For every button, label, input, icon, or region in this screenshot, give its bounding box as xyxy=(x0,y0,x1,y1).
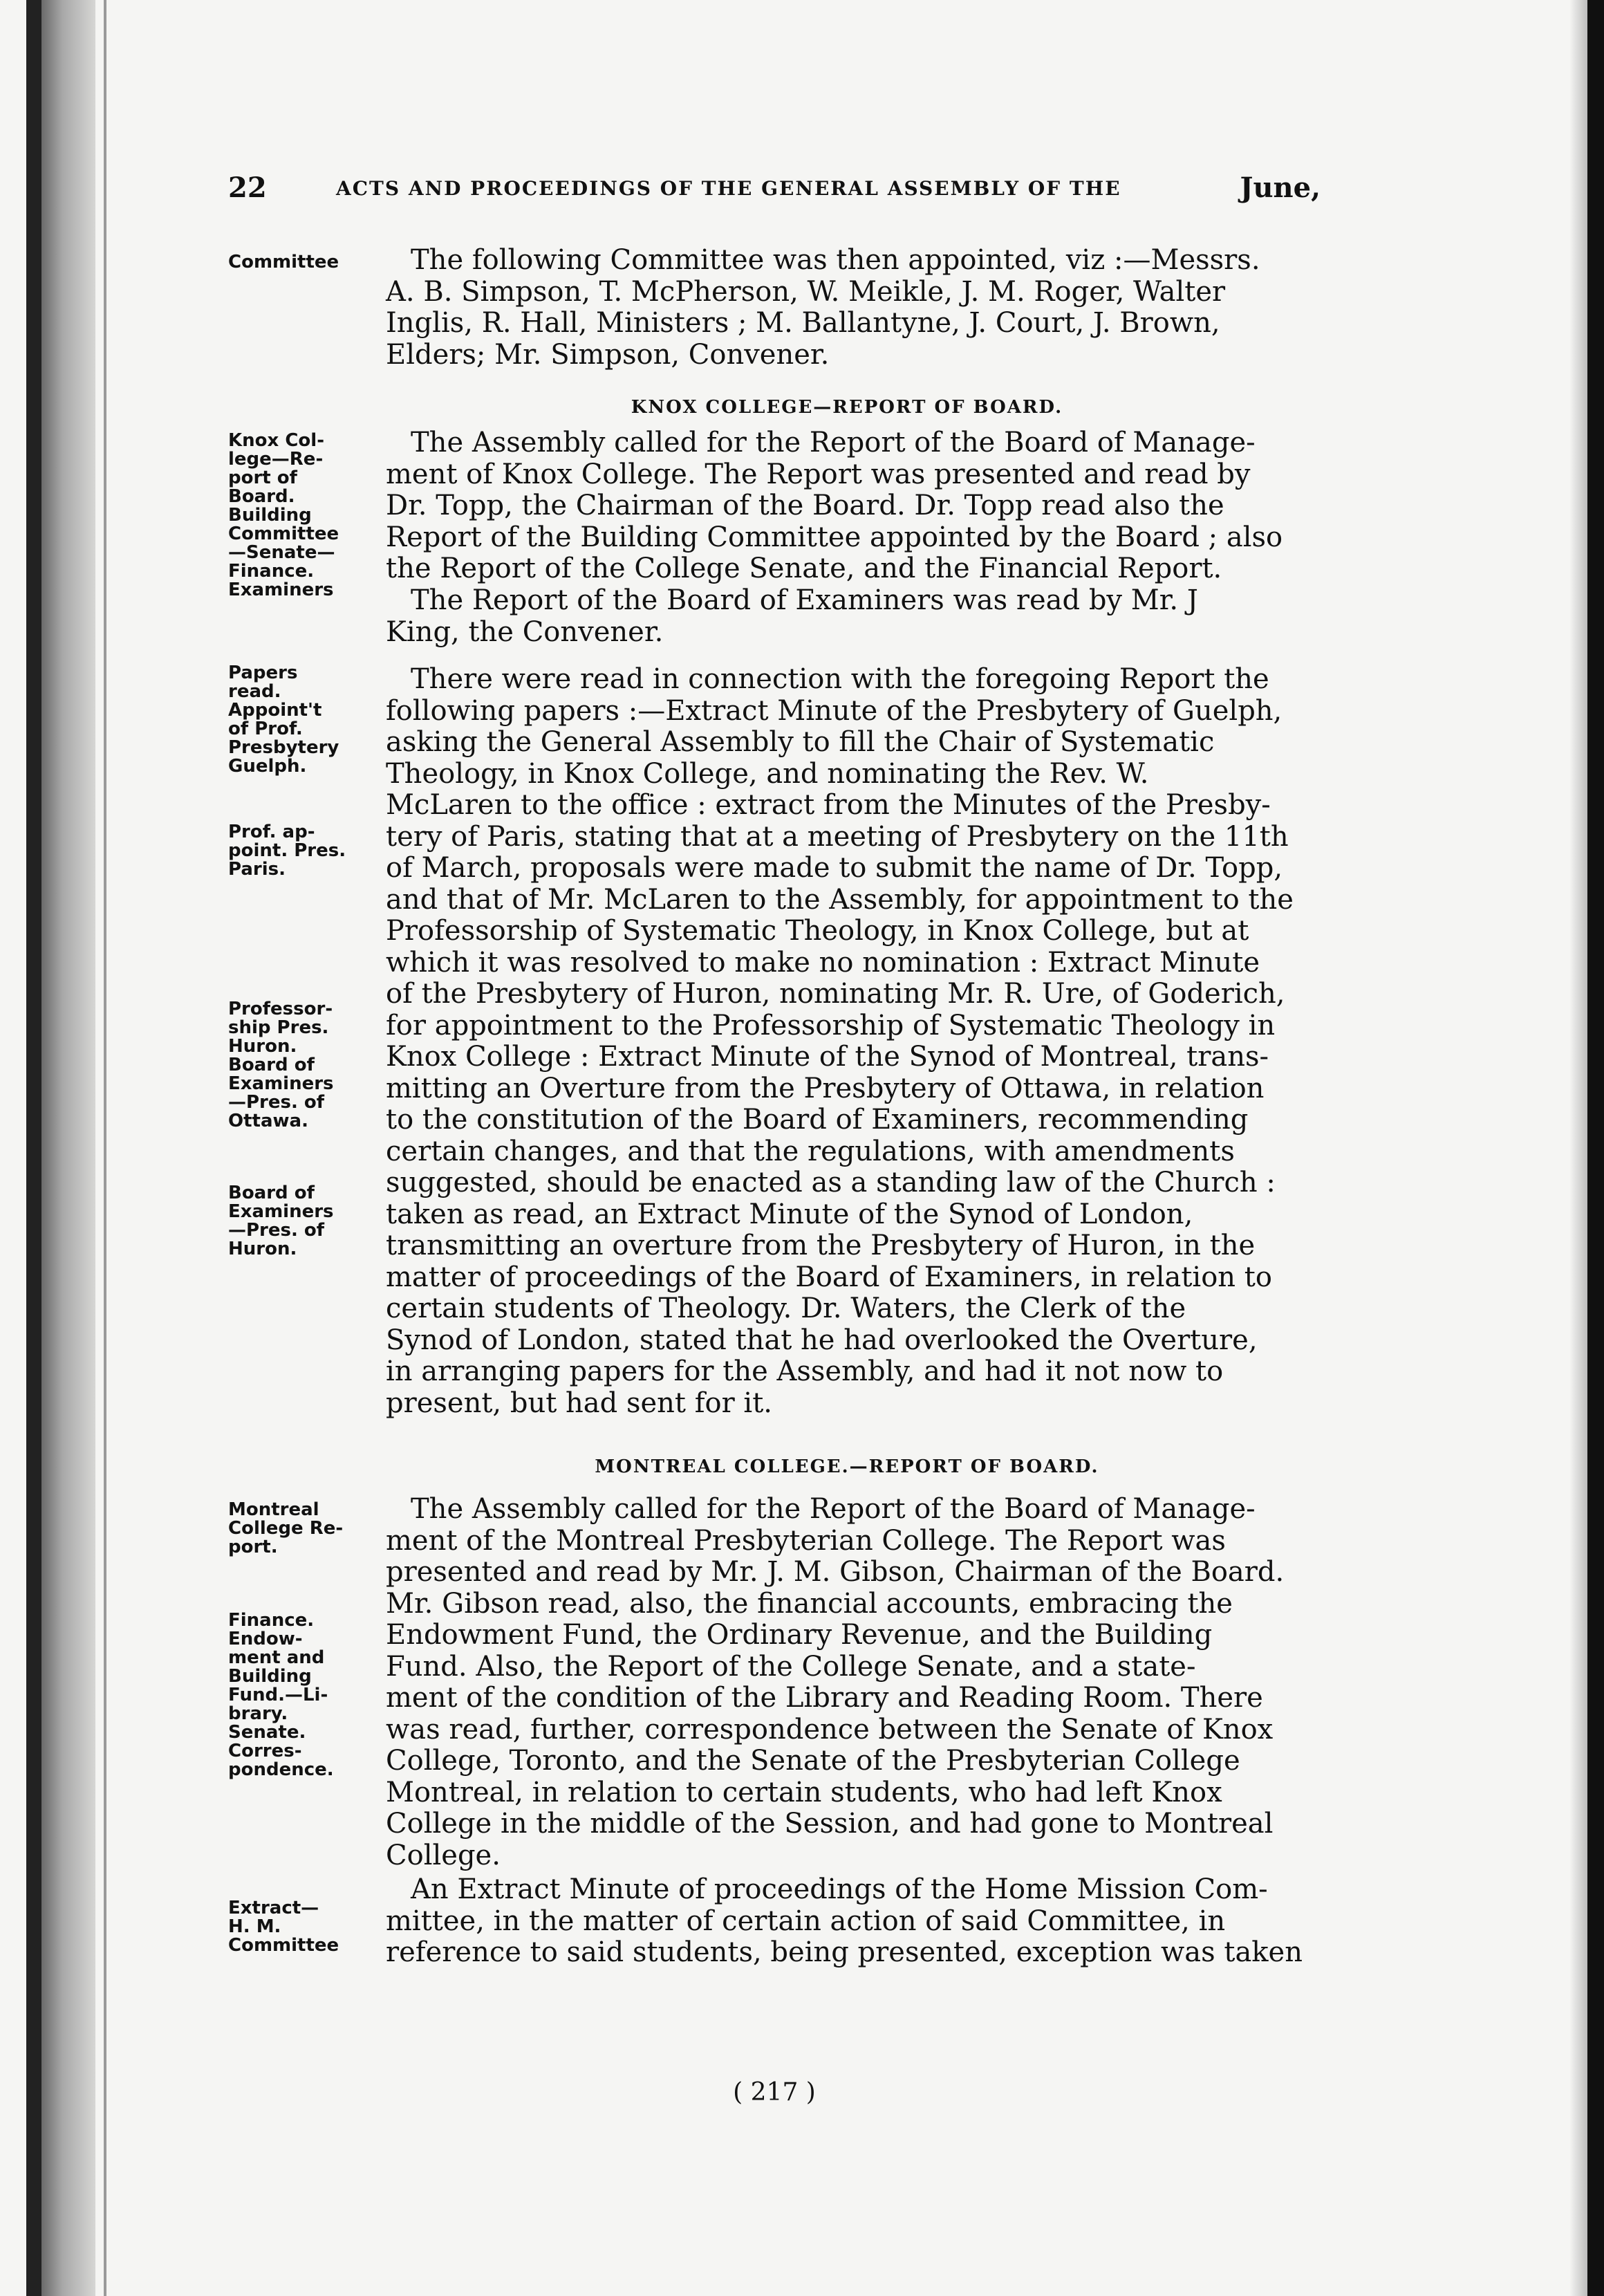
margin-note-paris: Prof. ap- point. Pres. Paris. xyxy=(228,822,346,880)
paragraph-montreal-report: The Assembly called for the Report of the Board of Manage- ment of the Montreal Presbyterian College. The Report was presented and read by Mr. J. M. Gibson, Chairman of the Board. Mr. Gibson read, also, the financial accounts, embracing the Endowment Fund, the Ordinary Revenue, and the Building Fund. Also, the Report of the College Senate, and a state- ment of the condition of the Library and Reading Room. There was read, further, correspondence between the Senate of Knox College, Toronto, and the Senate of the Presbyterian College Montreal, in relation to certain students, who had left Knox College in the middle of the Session, and had gone to Montreal College. xyxy=(386,1493,1285,1871)
page-number: 22 xyxy=(228,172,267,204)
folio-number: ( 217 ) xyxy=(733,2078,816,2107)
paragraph-committee: The following Committee was then appointed, viz :—Messrs. A. B. Simpson, T. McPherson, W. Meikle, J. M. Roger, Walter Inglis, R. Hall, Ministers ; M. Ballantyne, J. Court, J. Brown, Elders; Mr. Simpson, Convener. xyxy=(386,244,1260,371)
margin-note-huron: Professor- ship Pres. Huron. Board of Examiners —Pres. of Ottawa. xyxy=(228,999,334,1131)
page-header xyxy=(228,172,1321,220)
section-heading-montreal: MONTREAL COLLEGE.—REPORT OF BOARD. xyxy=(595,1456,1099,1477)
margin-note-montreal: Montreal College Re- port. xyxy=(228,1499,344,1557)
paragraph-examiners: The Report of the Board of Examiners was read by Mr. J King, the Convener. xyxy=(386,584,1198,648)
margin-note-papers: Papers read. Appoint't of Prof. Presbytery Guelph. xyxy=(228,663,339,777)
right-edge xyxy=(1587,0,1604,2296)
right-edge-shadow xyxy=(1569,0,1587,2296)
paragraph-papers-read: There were read in connection with the foregoing Report the following papers :—Extract Minute of the Presbytery of Guelph, asking the General Assembly to fill the Chair of Systematic Theology, in Knox College, and nominating the Rev. W. McLaren to the office : extract from the Minutes of the Presby- tery of Paris, stating that at a meeting of Presbytery on the 11th of March, proposals were made to submit the name of Dr. Topp, and that of Mr. McLaren to the Assembly, for appointment to the Professorship of Systematic Theology, in Knox College, but at which it was resolved to make no nomination : Extract Minute of the Presbytery of Huron, nominating Mr. R. Ure, of Goderich, for appointment to the Professorship of Systematic Theology in Knox College : Extract Minute of the Synod of Montreal, trans- mitting an Overture from the Presbytery of Ottawa, in relation to the constitution of the Board of Examiners, recommending certain changes, and that the regulations, with amendments suggested, should be enacted as a standing law of the Church : taken as read, an Extract Minute of the Synod of London, transmitting an overture from the Presbytery of Huron, in the matter of proceedings of the Board of Examiners, in relation to certain students of Theology. Dr. Waters, the Clerk of the Synod of London, stated that he had overlooked the Overture, in arranging papers for the Assembly, and had it not now to present, but had sent for it. xyxy=(386,663,1294,1419)
binding-line xyxy=(104,0,106,2296)
binding-shadow xyxy=(26,0,41,2296)
binding-gradient xyxy=(41,0,95,2296)
paragraph-extract-minute: An Extract Minute of proceedings of the Home Mission Com- mittee, in the matter of certain action of said Committee, in reference to said students, being presented, exception was taken xyxy=(386,1873,1303,1968)
paragraph-knox-report: The Assembly called for the Report of the Board of Manage- ment of Knox College. The Report was presented and read by Dr. Topp, the Chairman of the Board. Dr. Topp read also the Report of the Building Committee appointed by the Board ; also the Report of the College Senate, and the Financial Report. xyxy=(386,427,1283,584)
margin-note-extract: Extract— H. M. Committee xyxy=(228,1898,339,1956)
margin-note-finance: Finance. Endow- ment and Building Fund.—Li- brary. Senate. Corres- pondence. xyxy=(228,1610,334,1780)
margin-note-board-huron: Board of Examiners —Pres. of Huron. xyxy=(228,1183,334,1259)
section-heading-knox: KNOX COLLEGE—REPORT OF BOARD. xyxy=(631,397,1063,418)
margin-note-committee: Committee xyxy=(228,252,339,272)
header-date: June, xyxy=(1240,172,1321,204)
running-title: ACTS AND PROCEEDINGS OF THE GENERAL ASSEMBLY OF THE xyxy=(336,177,1121,200)
margin-note-knox: Knox Col- lege—Re- port of Board. Building Committee —Senate— Finance. Examiners xyxy=(228,430,339,600)
